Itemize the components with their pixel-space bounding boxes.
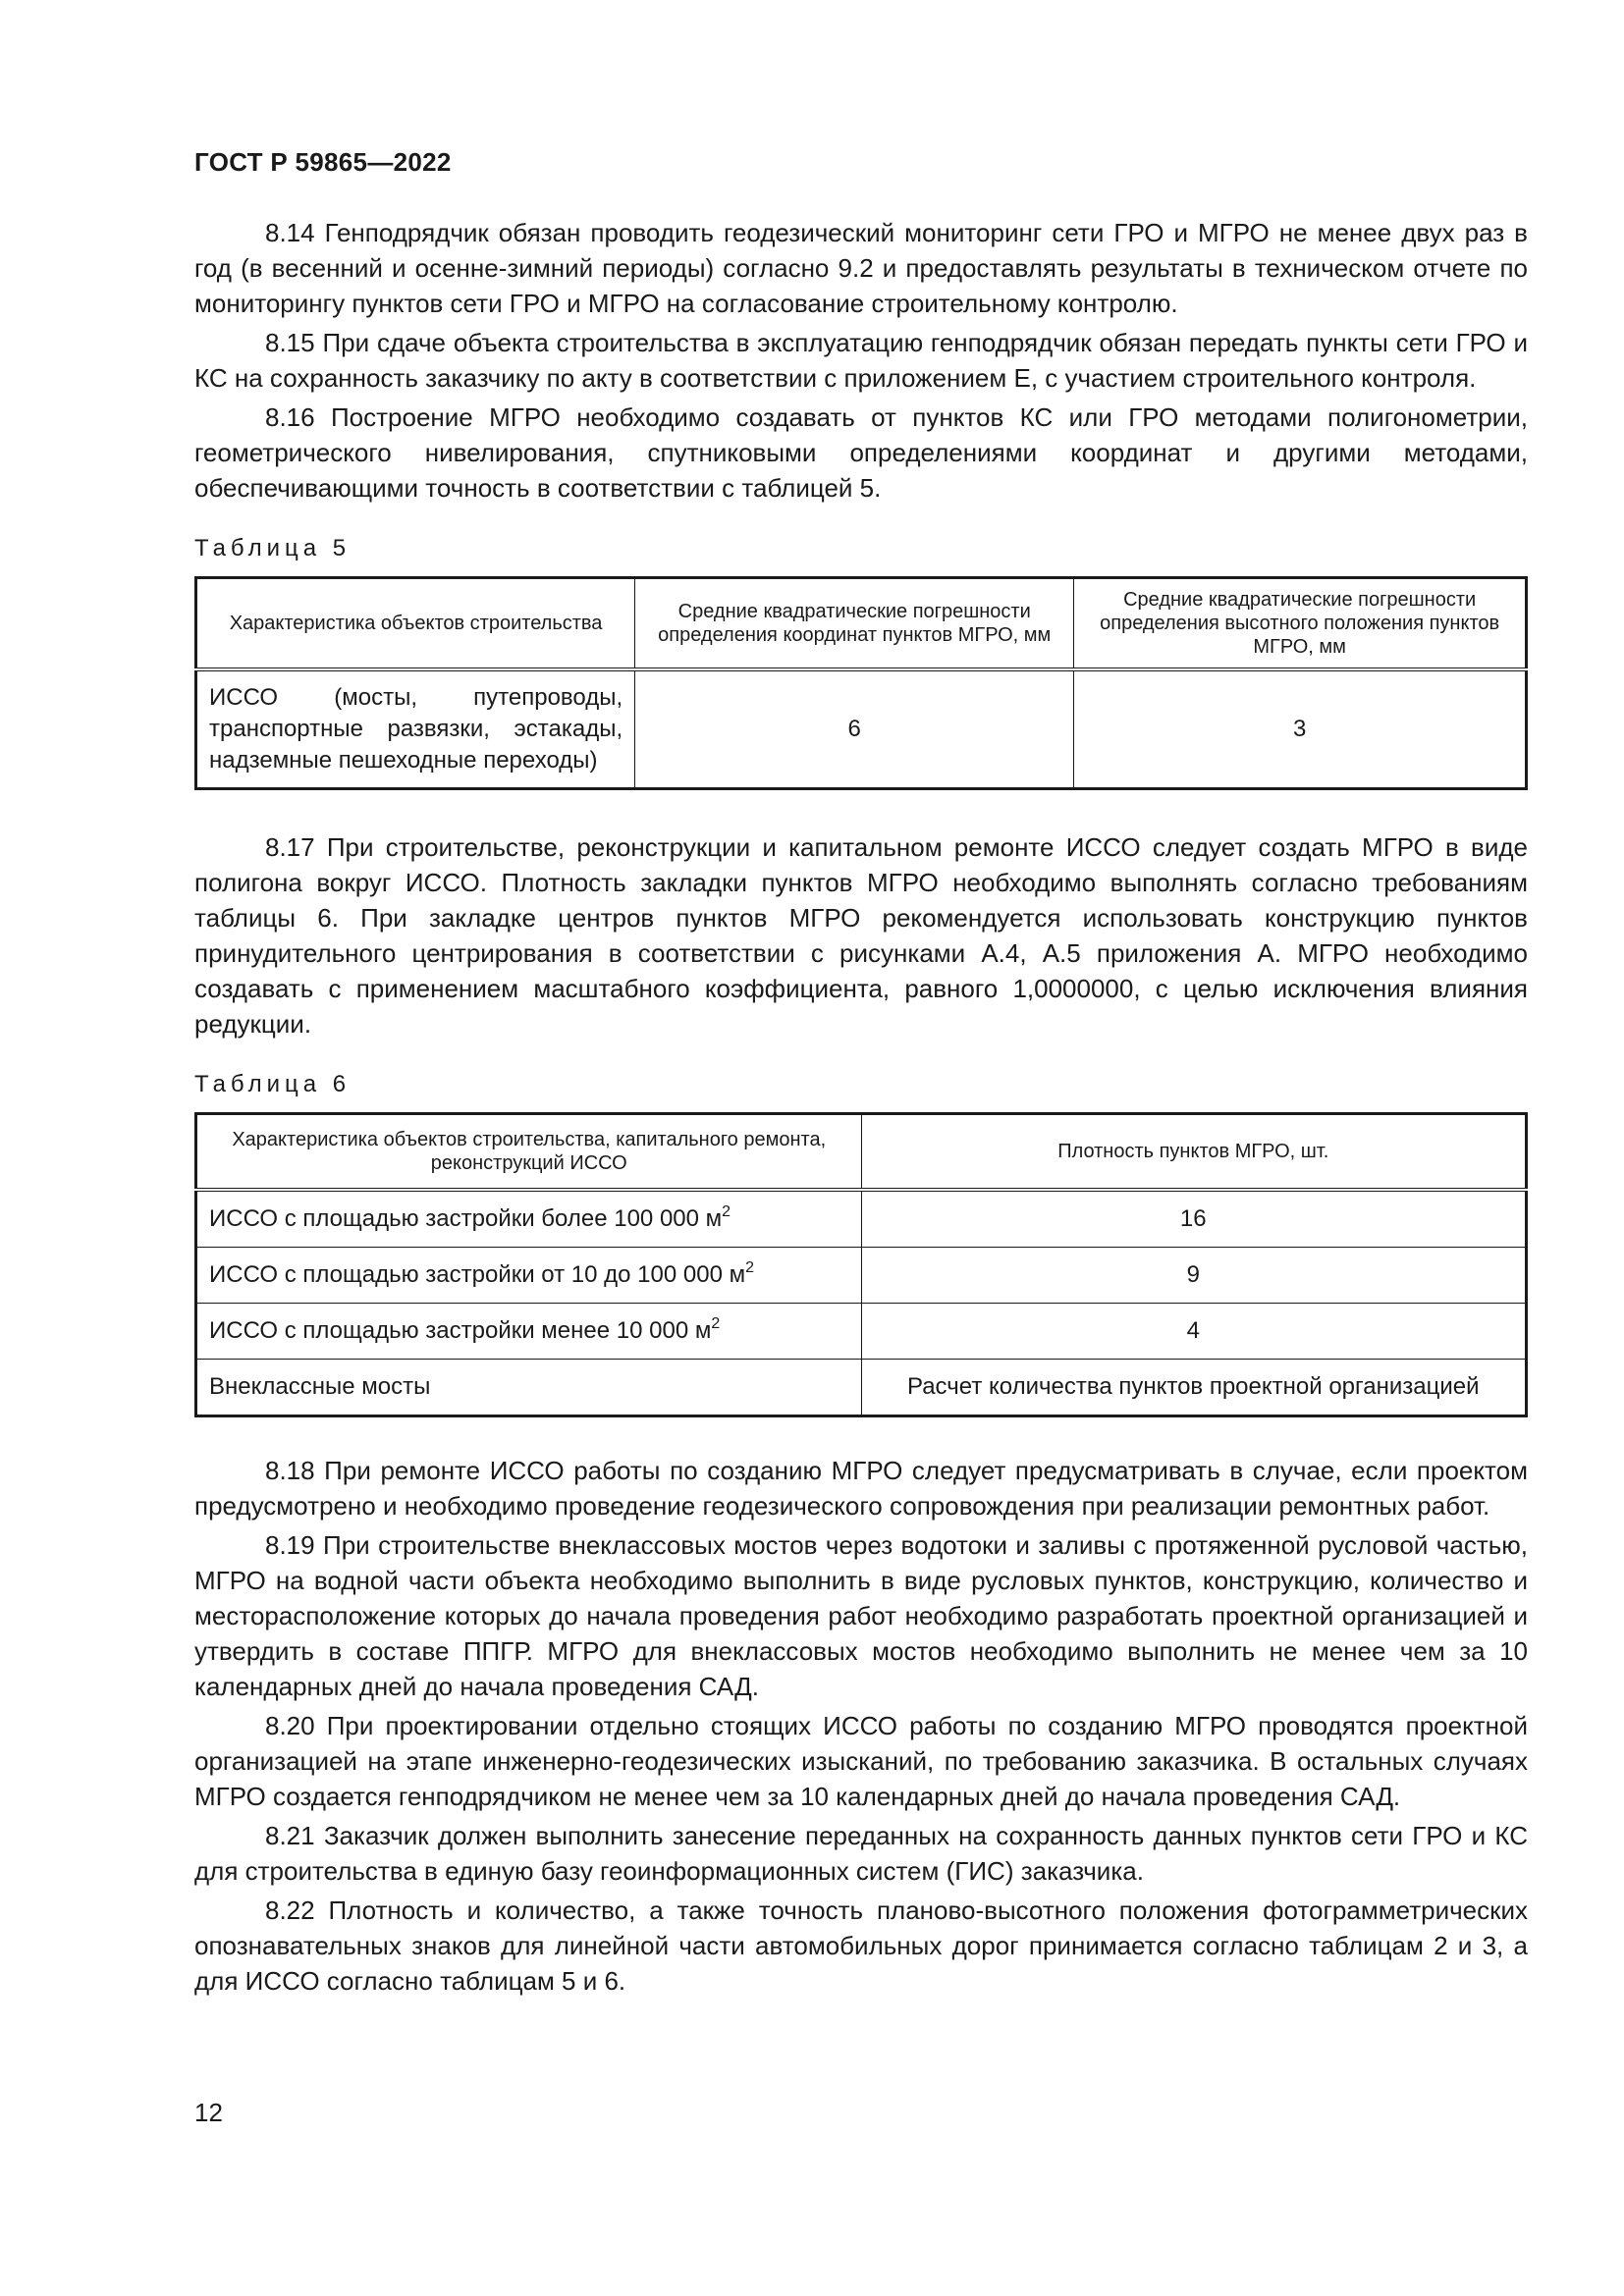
paragraph-8-20: 8.20 При проектировании отдельно стоящих ИССО работы по созданию МГРО проводятся проектной организацией на этапе инженерно-геодезических изысканий, по требованию заказчика. В остальных случаях МГРО создается генподрядчиком не менее чем за 10 календарных дней до начала проведения САД. [194,1711,1528,1811]
table-5-cell-coord: 6 [635,669,1074,789]
table-6-cell-density: 4 [861,1304,1527,1360]
table-5-header-coord: Средние квадратические погрешности определения координат пунктов МГРО, мм [635,578,1074,670]
paragraph-8-14: 8.14 Генподрядчик обязан проводить геодезический мониторинг сети ГРО и МГРО не менее двух раз в год (в весенний и осенне-зимний периоды) согласно 9.2 и предоставлять результаты в техническом отчете по мониторингу пунктов сети ГРО и МГРО на согласование строительному контролю. [194,218,1528,318]
table-6-caption: Таблица 6 [194,1071,352,1097]
table-6-object-text: ИССО с площадью застройки менее 10 000 м [209,1317,712,1344]
paragraph-8-22: 8.22 Плотность и количество, а также точность планово-высотного положения фотограмметрических опознавательных знаков для линейной части автомобильных дорог принимается согласно таблицам 2 и 3, а для ИССО согласно таблицам 5 и 6. [194,1896,1528,1996]
table-6-object-text: ИССО с площадью застройки более 100 000 м [209,1205,723,1232]
table-5-cell-object: ИССО (мосты, путепроводы, транспортные развязки, эстакады, надземные пешеходные переходы) [196,669,635,789]
page-number: 12 [194,2098,223,2127]
table-6-object-text: Внеклассные мосты [209,1373,431,1400]
table-row [196,1190,1527,1248]
paragraph-8-15: 8.15 При сдаче объекта строительства в эксплуатацию генподрядчик обязан передать пункты сети ГРО и КС на сохранность заказчику по акту в соответствии с приложением Е, с участием строительного контроля. [194,328,1528,393]
table-6-header-object: Характеристика объектов строительства, капитального ремонта, реконструкций ИССО [196,1114,862,1191]
table-row [196,1360,1527,1416]
table-6-cell-object [196,1190,862,1248]
table-row [196,1248,1527,1304]
table-5-header-row [196,578,1527,670]
table-6-cell-density: Расчет количества пунктов проектной организацией [861,1360,1527,1416]
table-5-cell-height: 3 [1074,669,1527,789]
document-page [194,147,1528,2002]
table-6-cell-object [196,1248,862,1304]
document-header: ГОСТ Р 59865—2022 [194,147,452,177]
paragraph-8-21: 8.21 Заказчик должен выполнить занесение переданных на сохранность данных пунктов сети ГРО и КС для строительства в единую базу геоинформационных систем (ГИС) заказчика. [194,1821,1528,1886]
paragraph-8-19: 8.19 При строительстве внеклассовых мостов через водотоки и заливы с протяженной русловой частью, МГРО на водной части объекта необходимо выполнить в виде русловых пунктов, конструкцию, количество и месторасположение которых до начала проведения работ необходимо разработать проектной организацией и утвердить в составе ППГР. МГРО для внеклассовых мостов необходимо выполнить не менее чем за 10 календарных дней до начала проведения САД. [194,1530,1528,1701]
table-6-header-density: Плотность пунктов МГРО, шт. [861,1114,1527,1191]
superscript: 2 [745,1259,754,1276]
paragraph-8-17: 8.17 При строительстве, реконструкции и капитальном ремонте ИССО следует создать МГРО в виде полигона вокруг ИССО. Плотность закладки пунктов МГРО необходимо выполнять согласно требованиям таблицы 6. При закладке центров пунктов МГРО рекомендуется использовать конструкцию пунктов принудительного центрирования в соответствии с рисунками А.4, А.5 приложения А. МГРО необходимо создавать с применением масштабного коэффициента, равного 1,0000000, с целью исключения влияния редукции. [194,832,1528,1039]
table-6-cell-object [196,1304,862,1360]
table-6 [194,1112,1528,1417]
table-6-cell-object [196,1360,862,1416]
table-5-caption: Таблица 5 [194,535,352,561]
superscript: 2 [711,1315,721,1332]
superscript: 2 [722,1203,731,1220]
table-row [196,669,1527,789]
table-6-header-row [196,1114,1527,1191]
table-5 [194,576,1528,790]
paragraph-8-16: 8.16 Построение МГРО необходимо создавать от пунктов КС или ГРО методами полигонометрии, геометрического нивелирования, спутниковыми определениями координат и другими методами, обеспечивающими точность в соответствии с таблицей 5. [194,402,1528,503]
table-6-cell-density: 16 [861,1190,1527,1248]
table-5-header-height: Средние квадратические погрешности определения высотного положения пунктов МГРО, мм [1074,578,1527,670]
table-6-cell-density: 9 [861,1248,1527,1304]
table-5-header-object: Характеристика объектов строительства [196,578,635,670]
table-row [196,1304,1527,1360]
paragraph-8-18: 8.18 При ремонте ИССО работы по созданию МГРО следует предусматривать в случае, если проектом предусмотрено и необходимо проведение геодезического сопровождения при реализации ремонтных работ. [194,1456,1528,1521]
table-6-object-text: ИССО с площадью застройки от 10 до 100 000 м [209,1261,746,1288]
